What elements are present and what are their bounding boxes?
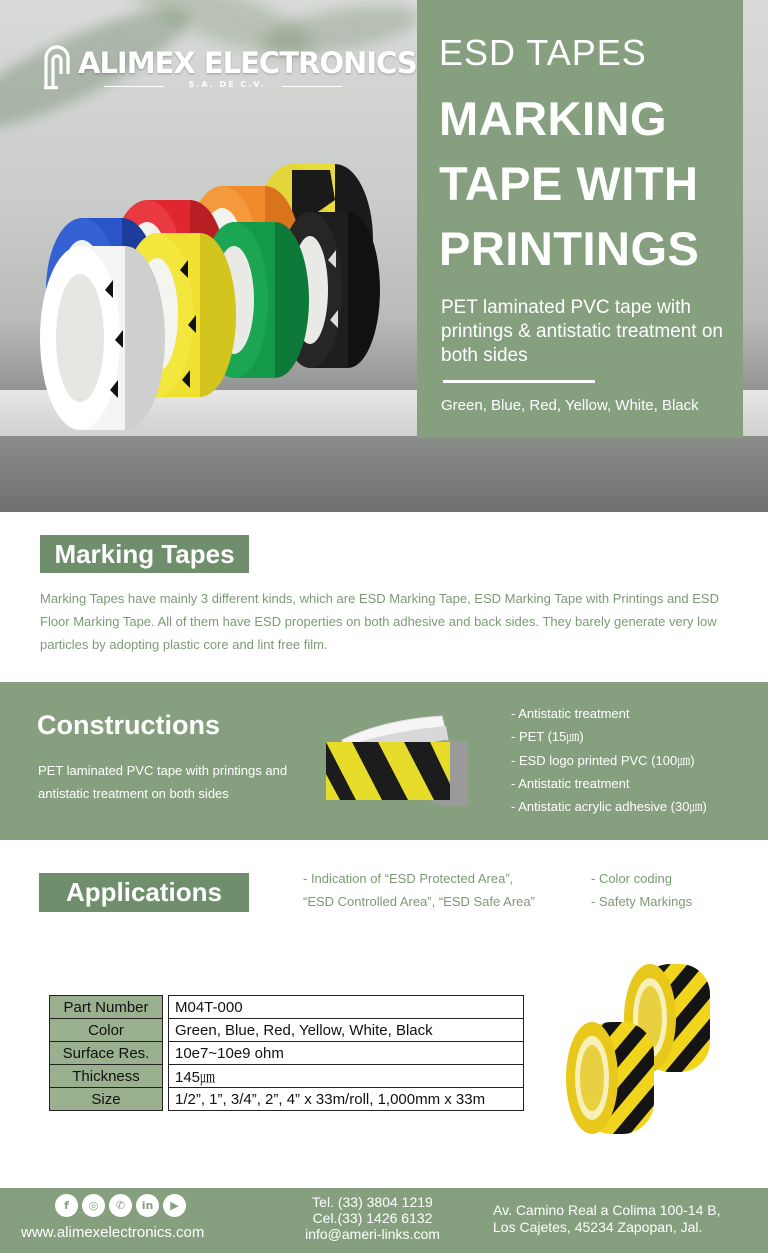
layer-item: - Antistatic treatment bbox=[511, 706, 630, 721]
whatsapp-icon[interactable]: ✆ bbox=[109, 1194, 132, 1217]
constructions-description: PET laminated PVC tape with printings and antistatic treatment on both sides bbox=[38, 763, 288, 801]
linkedin-icon[interactable]: in bbox=[136, 1194, 159, 1217]
applications-heading: Applications bbox=[39, 873, 249, 912]
hero-title: MARKING TAPE WITH PRINTINGS bbox=[439, 92, 700, 275]
application-item: - Color coding bbox=[591, 871, 672, 886]
spec-label: Size bbox=[50, 1088, 163, 1111]
spec-value: M04T-000 bbox=[169, 996, 524, 1019]
table-row bbox=[50, 1019, 524, 1042]
address bbox=[493, 1202, 763, 1236]
white-roll bbox=[40, 246, 165, 430]
striped-tape-rolls-photo bbox=[562, 952, 722, 1142]
email-link[interactable]: info@ameri-links.com bbox=[305, 1226, 440, 1242]
hero-eyebrow: ESD TAPES bbox=[439, 32, 647, 73]
construction-layers bbox=[511, 702, 761, 818]
spec-label: Part Number bbox=[50, 996, 163, 1019]
tape-rolls-photo bbox=[30, 140, 400, 440]
layer-item: - PET (15㎛) bbox=[511, 729, 584, 745]
table-row bbox=[50, 1042, 524, 1065]
spec-label: Thickness bbox=[50, 1065, 163, 1088]
constructions-heading: Constructions bbox=[37, 710, 221, 740]
applications-list-1 bbox=[303, 867, 563, 913]
layer-diagram bbox=[322, 710, 472, 806]
address-line: Los Cajetes, 45234 Zapopan, Jal. bbox=[493, 1219, 703, 1235]
footer bbox=[0, 1188, 768, 1253]
divider bbox=[443, 380, 595, 383]
logo-mark-icon bbox=[42, 44, 72, 90]
application-item: - Safety Markings bbox=[591, 894, 693, 909]
phone-number[interactable]: Tel. (33) 3804 1219 bbox=[312, 1194, 433, 1210]
brand-logo[interactable] bbox=[42, 44, 417, 94]
application-item: - Indication of “ESD Protected Area”, bbox=[303, 871, 514, 886]
website-link[interactable]: www.alimexelectronics.com bbox=[21, 1224, 205, 1241]
layer-item: - ESD logo printed PVC (100㎛) bbox=[511, 752, 695, 768]
instagram-icon[interactable]: ◎ bbox=[82, 1194, 105, 1217]
hero-colors: Green, Blue, Red, Yellow, White, Black bbox=[441, 397, 699, 414]
youtube-icon[interactable]: ▶ bbox=[163, 1194, 186, 1217]
social-links bbox=[55, 1194, 186, 1218]
facebook-icon[interactable]: f bbox=[55, 1194, 78, 1217]
table-row bbox=[50, 1088, 524, 1111]
hero-description: PET laminated PVC tape with printings & antistatic treatment on both sides bbox=[441, 297, 723, 366]
brand-name: ALIMEX ELECTRONICS bbox=[78, 46, 417, 80]
constructions-section bbox=[0, 682, 768, 840]
cell-number[interactable]: Cel.(33) 1426 6132 bbox=[312, 1210, 433, 1226]
counter-front bbox=[0, 436, 768, 512]
brand-sub: S.A. DE C.V. bbox=[188, 80, 266, 89]
spec-value: 10e7~10e9 ohm bbox=[169, 1042, 524, 1065]
spec-label: Surface Res. bbox=[50, 1042, 163, 1065]
spec-value: 145㎛ bbox=[169, 1065, 524, 1088]
table-row bbox=[50, 1065, 524, 1088]
spec-label: Color bbox=[50, 1019, 163, 1042]
spec-value: Green, Blue, Red, Yellow, White, Black bbox=[169, 1019, 524, 1042]
applications-list-2 bbox=[591, 867, 741, 913]
contact-info bbox=[280, 1194, 465, 1242]
address-line: Av. Camino Real a Colima 100-14 B, bbox=[493, 1202, 721, 1218]
hero-banner bbox=[0, 0, 768, 512]
table-row bbox=[50, 996, 524, 1019]
marking-tapes-heading: Marking Tapes bbox=[40, 535, 249, 573]
layer-item: - Antistatic acrylic adhesive (30㎛) bbox=[511, 799, 707, 815]
layer-item: - Antistatic treatment bbox=[511, 775, 630, 791]
title-panel bbox=[417, 0, 743, 438]
spec-value: 1/2”, 1”, 3/4”, 2”, 4” x 33m/roll, 1,000mm x 33m bbox=[169, 1088, 524, 1111]
marking-tapes-body: Marking Tapes have mainly 3 different kinds, which are ESD Marking Tape, ESD Marking Tape with Printings and ESD Floor Marking Tape. All of them have ESD properties on both adhesive and back sides. They barely generate very low particles by adopting plastic core and lint free film. bbox=[40, 591, 719, 652]
front-tape-roll bbox=[566, 1022, 654, 1134]
application-item: “ESD Controlled Area”, “ESD Safe Area” bbox=[303, 894, 535, 909]
spec-table bbox=[49, 995, 524, 1111]
